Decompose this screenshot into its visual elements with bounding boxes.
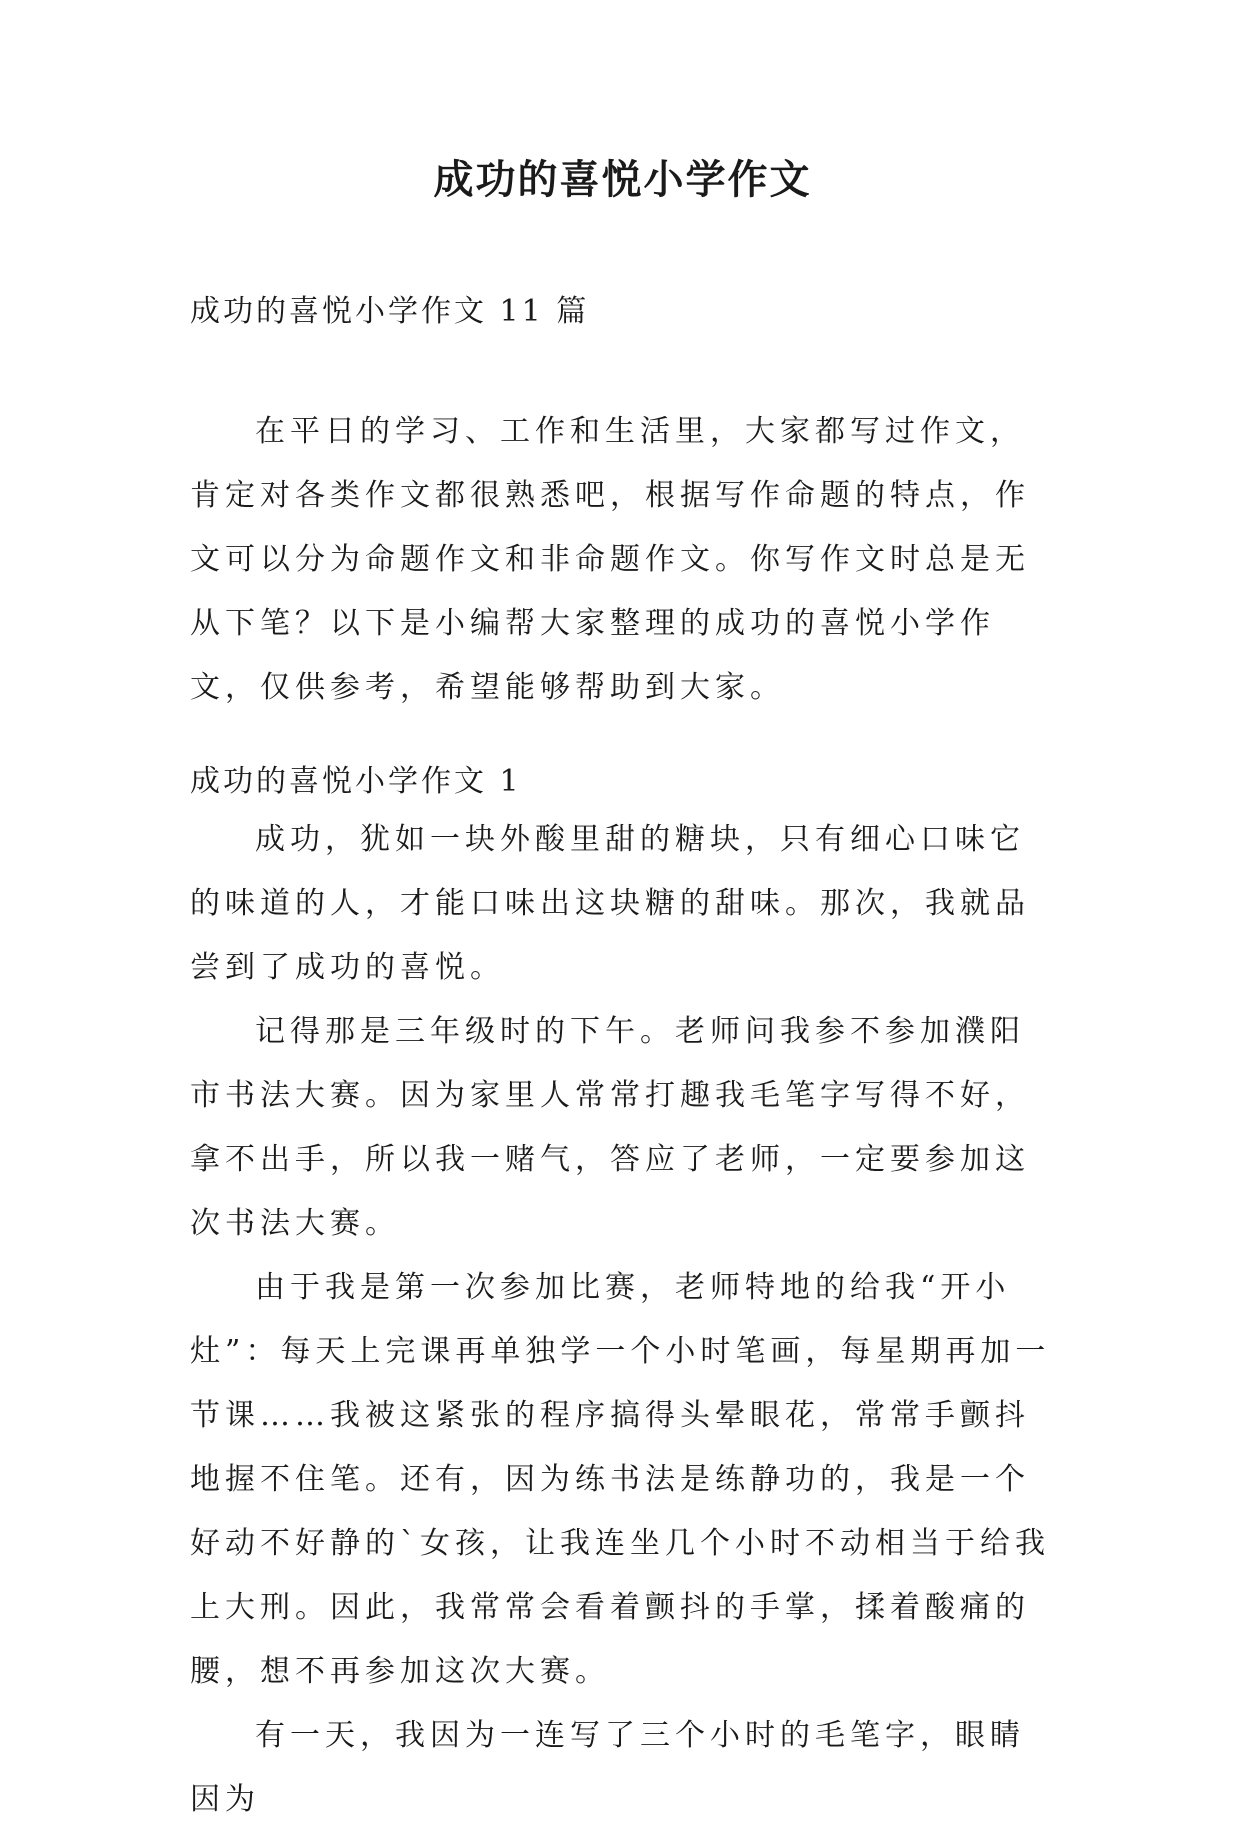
essay-paragraph-2: 记得那是三年级时的下午。老师问我参不参加濮阳市书法大赛。因为家里人常常打趣我毛笔字写得不好，拿不出手，所以我一赌气，答应了老师，一定要参加这次书法大赛。 [190, 1014, 1030, 1241]
essay-paragraph-3: 由于我是第一次参加比赛，老师特地的给我“开小灶”：每天上完课再单独学一个小时笔画，每星期再加一节课……我被这紧张的程序搞得头晕眼花，常常手颤抖地握不住笔。还有，因为练书法是练静功的，我是一个好动不好静的`女孩，让我连坐几个小时不动相当于给我上大刑。因此，我常常会看着颤抖的手掌，揉着酸痛的腰，想不再参加这次大赛。 [190, 1270, 1051, 1689]
essay-paragraph-1: 成功，犹如一块外酸里甜的糖块，只有细心口味它的味道的人，才能口味出这块糖的甜味。那次，我就品尝到了成功的喜悦。 [190, 822, 1030, 985]
document-title: 成功的喜悦小学作文 [433, 156, 812, 203]
intro-section [190, 400, 1055, 720]
intro-paragraph: 在平日的学习、工作和生活里，大家都写过作文，肯定对各类作文都很熟悉吧，根据写作命题的特点，作文可以分为命题作文和非命题作文。你写作文时总是无从下笔？以下是小编帮大家整理的成功的喜悦小学作文，仅供参考，希望能够帮助到大家。 [190, 414, 1030, 705]
essay-paragraph-4: 有一天，我因为一连写了三个小时的毛笔字，眼睛因为 [190, 1718, 1025, 1817]
section-heading: 成功的喜悦小学作文 1 [190, 764, 522, 799]
essay-body [190, 808, 1055, 1832]
document-subtitle: 成功的喜悦小学作文 11 篇 [190, 294, 590, 329]
